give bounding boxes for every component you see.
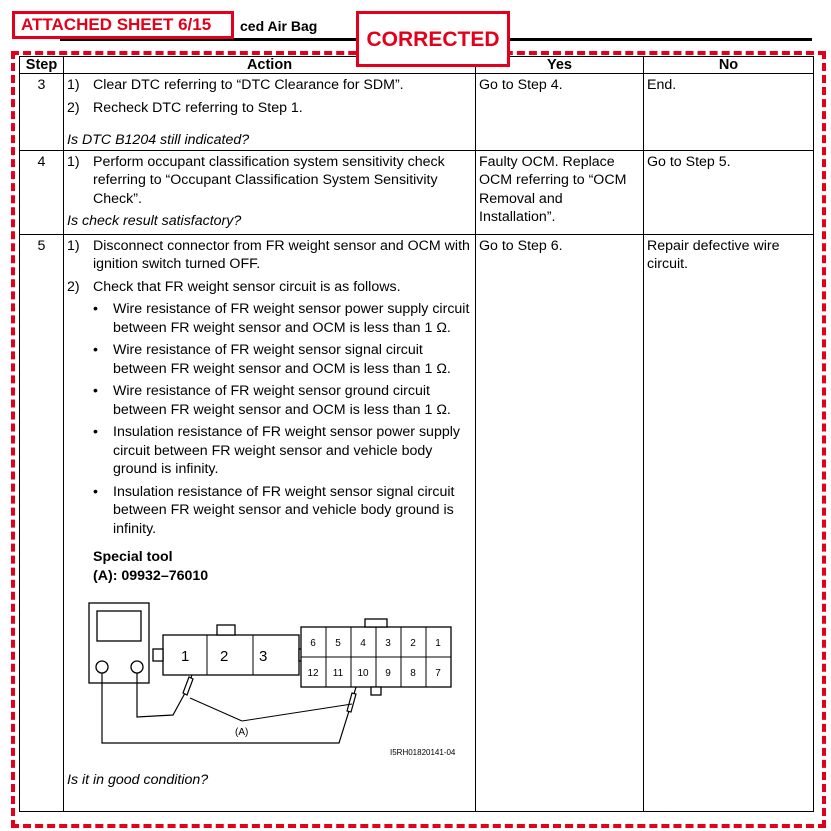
connector-pin: 9 [385,668,391,679]
action-item-text: Clear DTC referring to “DTC Clearance for SDM”. [93,77,404,93]
connector-pin: 2 [410,638,416,649]
col-header-yes: Yes [476,57,644,74]
col-header-step: Step [20,57,64,74]
check-bullet: • Insulation resistance of FR weight sensor signal circuit between FR weight sensor and vehicle body ground is infinity. [93,483,455,537]
col-header-no: No [644,57,814,74]
action-item-text: Check that FR weight sensor circuit is as follows. [93,278,401,295]
check-bullet-text: Wire resistance of FR weight sensor ground circuit between FR weight sensor and OCM is less than 1 Ω. [113,383,451,418]
attached-sheet-label: ATTACHED SHEET 6/15 [12,11,234,39]
connector-pin: 6 [310,638,316,649]
connector-pin: 3 [385,638,391,649]
step-question: Is check result satisfactory? [67,213,242,229]
no-cell: End. [644,74,814,151]
action-item [67,278,472,297]
action-item [67,99,472,118]
step-question: Is it in good condition? [67,771,209,788]
yes-cell: Go to Step 4. [476,74,644,151]
check-bullet: • Wire resistance of FR weight sensor ground circuit between FR weight sensor and OCM is less than 1 Ω. [93,383,451,418]
connector-pin: 11 [332,668,344,679]
table-row [20,74,814,151]
check-bullet-text: Insulation resistance of FR weight sensor power supply circuit between FR weight sensor and vehicle body ground is infinity. [113,424,460,477]
connector-pin: 3 [259,648,268,665]
no-cell: Repair defective wire circuit. [644,234,814,812]
action-item [67,237,472,274]
connector-pin: 10 [357,668,369,679]
check-bullet: • Wire resistance of FR weight sensor power supply circuit between FR weight sensor and OCM is less than 1 Ω. [93,301,470,336]
yes-cell: Faulty OCM. Replace OCM referring to “OCM Removal and Installation”. [476,150,644,234]
action-item [67,153,472,209]
action-cell [64,74,476,151]
section-title: ced Air Bag [240,18,318,34]
action-item-number: 1) [67,237,80,254]
multimeter-terminal-left [96,661,108,673]
probe-label: (A) [235,727,249,738]
check-bullet-text: Insulation resistance of FR weight sensor signal circuit between FR weight sensor and vehicle body ground is infinity. [113,483,455,537]
connector-pin: 12 [307,668,319,679]
connector-pin: 5 [335,638,341,649]
table-row [20,150,814,234]
multimeter-display [97,611,141,641]
special-tool-value: (A): 09932–76010 [93,567,209,584]
action-item-text: Disconnect connector from FR weight sensor and OCM with ignition switch turned OFF. [93,237,470,272]
special-tool-heading: Special tool [93,549,173,565]
action-item-number: 1) [67,77,80,93]
action-item-number: 2) [67,99,80,116]
connector-pin: 1 [181,648,190,665]
multimeter-terminal-right [131,661,143,673]
action-cell [64,234,476,812]
connector-pin: 4 [360,638,366,649]
check-bullet-text: Wire resistance of FR weight sensor power supply circuit between FR weight sensor and OCM is less than 1 Ω. [113,301,470,336]
step-number: 5 [20,234,64,812]
probe-tip-left [183,677,193,695]
action-cell [64,150,476,234]
yes-cell: Go to Step 6. [476,234,644,812]
connector-pin: 1 [435,638,441,649]
figure-code: I5RH01820141-04 [390,748,456,757]
action-item-text: Recheck DTC referring to Step 1. [93,99,303,116]
multimeter-connector-diagram [67,601,475,761]
action-item-number: 1) [67,153,80,170]
col-header-action: Action [64,57,476,74]
connector-pin: 7 [435,668,441,679]
check-bullet-text: Wire resistance of FR weight sensor signal circuit between FR weight sensor and OCM is less than 1 Ω. [113,342,451,377]
step-number: 4 [20,150,64,234]
no-cell: Go to Step 5. [644,150,814,234]
check-bullet: • Wire resistance of FR weight sensor signal circuit between FR weight sensor and OCM is less than 1 Ω. [93,342,451,377]
connector-pin: 2 [220,648,229,665]
step-question: Is DTC B1204 still indicated? [67,132,250,148]
check-bullet: • Insulation resistance of FR weight sensor power supply circuit between FR weight sensor and vehicle body ground is infinity. [93,424,460,477]
corrected-stamp: CORRECTED [356,11,510,67]
connector-pin: 8 [410,668,416,679]
probe-tip-right [347,693,356,712]
action-item [67,76,472,95]
action-item-text: Perform occupant classification system sensitivity check referring to “Occupant Classification System Sensitivity Check”. [93,153,445,207]
procedure-table [19,56,814,812]
action-item-number: 2) [67,278,80,295]
table-row [20,234,814,812]
step-number: 3 [20,74,64,151]
